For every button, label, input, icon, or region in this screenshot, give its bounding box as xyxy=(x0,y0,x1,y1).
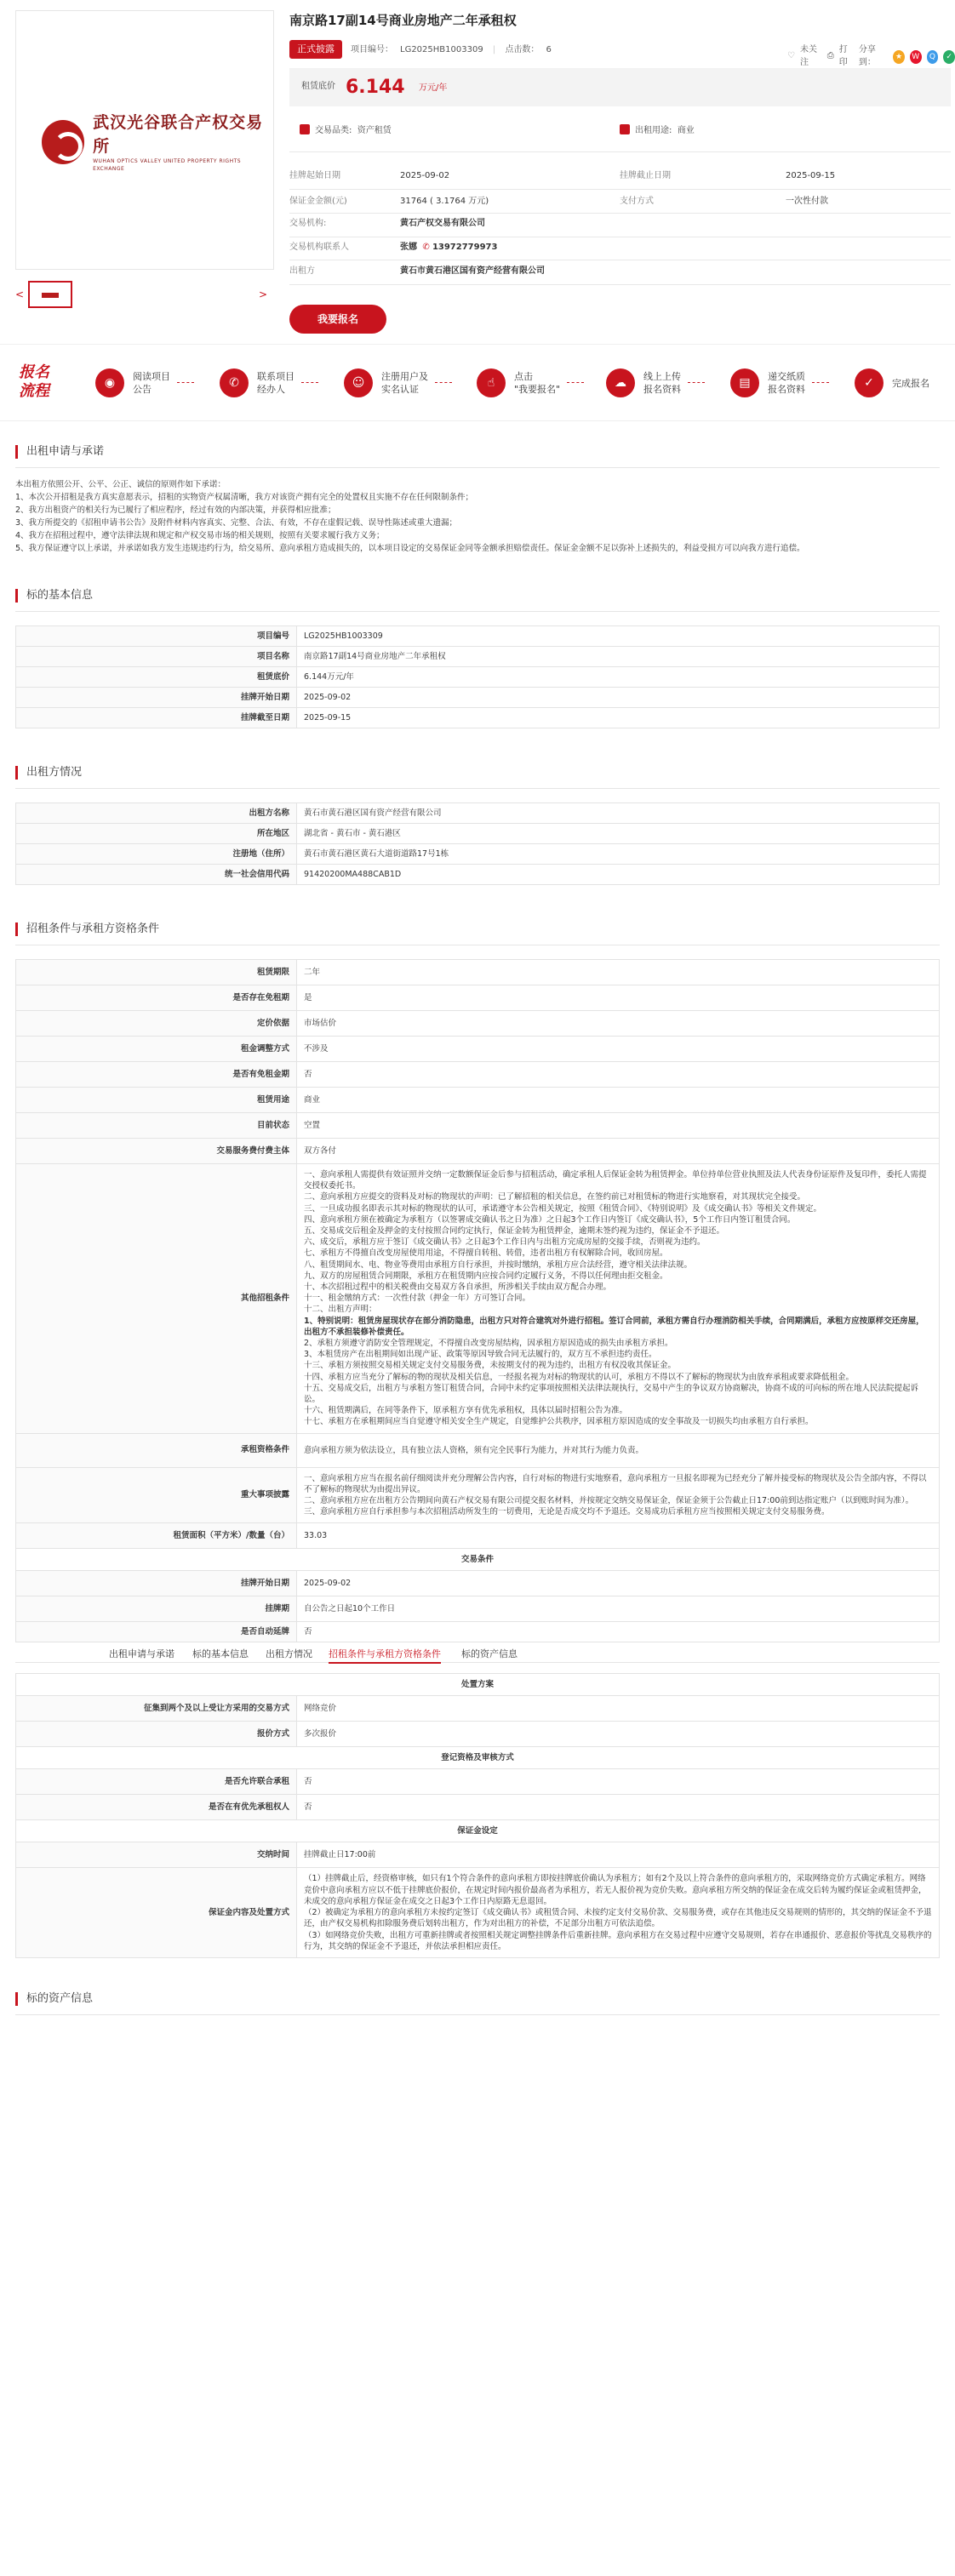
step-6-l2: 报名资料 xyxy=(768,384,805,395)
table-value: 33.03 xyxy=(297,1523,940,1549)
deposit-rule-line: （1）挂牌截止后，经资格审核，如只有1个符合条件的意向承租方即按挂牌底价确认为承租方；如有2个及以上符合条件的意向承租方的，采取网络竞价方式确定承租方。网络竞价中意向承租方应以不低于挂牌底价报价，在规定时间内报价最高者为承租方，若无人报价视为竞价失败。意向承租方所交纳的保证金在成交后转为履约保证金或租赁押金，未成交的意向承租方保证金在成交之日起3个工作日内原路无息退回。 xyxy=(304,1874,927,1906)
divider xyxy=(289,213,951,214)
deposit-value: 31764 ( 3.1764 万元) xyxy=(400,197,489,206)
condition-line: 2、承租方须遵守消防安全管理规定，不得擅自改变房屋结构，因承租方原因造成的损失由承租方承担。 xyxy=(304,1339,673,1349)
commitment-line: 4、我方在招租过程中，遵守法律法规和规定和产权交易市场的相关规则，按照有关要求履行我方义务； xyxy=(15,531,385,540)
basic-info-heading: 标的基本信息 xyxy=(15,589,940,603)
table-row xyxy=(16,667,940,688)
table-row xyxy=(16,1820,940,1842)
use-label: 出租用途: xyxy=(635,126,672,135)
prev-arrow-icon[interactable]: < xyxy=(15,288,25,300)
table-row xyxy=(16,1769,940,1795)
hand-click-icon: ☝ xyxy=(477,368,506,397)
price-bar xyxy=(289,68,951,106)
table-group-header: 交易条件 xyxy=(16,1549,940,1571)
table-row xyxy=(16,688,940,708)
flow-title-l2: 流程 xyxy=(19,382,49,400)
logo-cn: 武汉光谷联合产权交易所 xyxy=(93,113,264,156)
project-no: LG2025HB1003309 xyxy=(400,45,483,54)
notice-line: 三、意向承租方应自行承担参与本次招租活动所发生的一切费用，无论是否成交均不予退还。交易成功后承租方应当按照相关规定支付交易服务费。 xyxy=(304,1507,830,1517)
project-no-label: 项目编号： xyxy=(351,45,393,54)
agency-label: 交易机构: xyxy=(289,219,327,228)
tab-basic-info[interactable]: 标的基本信息 xyxy=(192,1648,249,1660)
table-row xyxy=(16,1011,940,1037)
next-arrow-icon[interactable]: > xyxy=(259,288,268,300)
table-key: 重大事项披露 xyxy=(16,1467,297,1523)
commitment-line: 5、我方保证遵守以上承诺，并承诺如我方发生违规违约行为，给交易所、意向承租方造成损失的，以本项目设定的交易保证金同等金额承担赔偿责任。保证金金额不足以弥补上述损失的，利益受损方可以向我方进行追偿。 xyxy=(15,544,805,553)
notice-line: 一、意向承租方应当在报名前仔细阅读并充分理解公告内容，自行对标的物进行实地察看，意向承租方一旦报名即视为已经充分了解并接受标的物现状及公告全部内容，不得以不了解标的物现状为由提出异议。 xyxy=(304,1473,927,1494)
divider xyxy=(15,788,940,789)
commitment-line: 本出租方依照公开、公平、公正、诚信的原则作如下承诺： xyxy=(15,480,226,489)
table-group-header: 保证金设定 xyxy=(16,1820,940,1842)
thumbnail[interactable] xyxy=(28,281,72,308)
table-row xyxy=(16,1139,940,1164)
listing-start-row xyxy=(289,170,449,183)
table-row xyxy=(16,1113,940,1139)
table-row xyxy=(16,626,940,647)
exchange-logo xyxy=(42,111,273,173)
conditions-heading: 招租条件与承租方资格条件 xyxy=(15,922,940,936)
flow-step-1 xyxy=(95,368,170,397)
signup-flow xyxy=(0,345,955,421)
share-qq-icon[interactable]: Q xyxy=(927,50,939,64)
commitment-line: 1、本次公开招租是我方真实意愿表示，招租的实物资产权属清晰，我方对该资产拥有完全的处置权且实施不存在任何限制条件； xyxy=(15,493,474,502)
table-group-header: 登记资格及审核方式 xyxy=(16,1747,940,1769)
step-3-l2: 实名认证 xyxy=(381,384,419,395)
table-key: 是否自动延牌 xyxy=(16,1622,297,1642)
table-row xyxy=(16,1795,940,1820)
table-key: 出租方名称 xyxy=(16,803,297,824)
use-value: 商业 xyxy=(677,126,695,135)
signup-button[interactable]: 我要报名 xyxy=(289,305,386,334)
flow-connector xyxy=(435,382,452,383)
condition-line: 七、承租方不得擅自改变房屋使用用途，不得擅自转租、转借，违者出租方有权解除合同，收回房屋。 xyxy=(304,1248,668,1259)
table-value: 双方各付 xyxy=(297,1139,940,1164)
payment-row xyxy=(620,196,828,208)
contact-label: 交易机构联系人 xyxy=(289,243,349,252)
table-value: 2025-09-02 xyxy=(297,688,940,708)
lessor-label: 出租方 xyxy=(289,266,315,276)
table-row xyxy=(16,1037,940,1062)
agency-value: 黄石产权交易有限公司 xyxy=(400,219,485,228)
payment-label: 支付方式 xyxy=(620,197,654,206)
views-count: 6 xyxy=(546,45,552,54)
flow-step-2 xyxy=(220,368,295,397)
table-row xyxy=(16,1722,940,1747)
flow-step-4 xyxy=(477,368,560,397)
table-key: 所在地区 xyxy=(16,824,297,844)
phone-icon: ✆ xyxy=(220,368,249,397)
table-value: 不涉及 xyxy=(297,1037,940,1062)
table-value: 2025-09-15 xyxy=(297,708,940,728)
other-conditions-text xyxy=(297,1164,940,1434)
table-value: 挂牌截止日17:00前 xyxy=(297,1842,940,1868)
thumbnail-logo-icon xyxy=(42,293,59,298)
table-row xyxy=(16,865,940,885)
commitment-section xyxy=(15,445,940,555)
flow-title xyxy=(19,363,49,401)
table-row xyxy=(16,647,940,667)
print-icon[interactable]: ⎙ xyxy=(826,51,834,61)
table-value: 6.144万元/年 xyxy=(297,667,940,688)
condition-line: 十七、承租方在承租期间应当自觉遵守相关安全生产规定，自觉维护公共秩序，因承租方原因造成的安全事故及一切损失均由承租方自行承担。 xyxy=(304,1417,814,1427)
table-row xyxy=(16,1747,940,1769)
tab-asset-info[interactable]: 标的资产信息 xyxy=(461,1648,518,1660)
share-wechat-icon[interactable]: ✓ xyxy=(943,50,955,64)
table-key: 保证金内容及处置方式 xyxy=(16,1868,297,1957)
table-value: 商业 xyxy=(297,1088,940,1113)
divider xyxy=(15,611,940,612)
table-row xyxy=(16,1596,940,1622)
conditions-section xyxy=(15,922,940,1642)
step-1-l1: 阅读项目 xyxy=(133,371,170,382)
payment-value: 一次性付款 xyxy=(786,197,828,206)
building-icon xyxy=(620,124,630,134)
page-title: 南京路17副14号商业房地产二年承租权 xyxy=(289,13,517,28)
table-value: 南京路17副14号商业房地产二年承租权 xyxy=(297,647,940,667)
phone-icon: ✆ xyxy=(422,243,430,252)
step-2-l1: 联系项目 xyxy=(257,371,295,382)
category-icon xyxy=(300,124,310,134)
table-row xyxy=(16,1549,940,1571)
commitment-heading: 出租申请与承诺 xyxy=(15,445,940,459)
table-key: 统一社会信用代码 xyxy=(16,865,297,885)
deposit-rules-text xyxy=(297,1868,940,1957)
deposit-label: 保证金金额(元) xyxy=(289,197,347,206)
price-value: 6.144 xyxy=(346,77,405,98)
table-value: 黄石市黄石港区国有资产经营有限公司 xyxy=(297,803,940,824)
step-7-l1: 完成报名 xyxy=(892,377,929,389)
lessor-table xyxy=(15,803,940,885)
print-link[interactable]: 打印 xyxy=(838,45,848,67)
table-row xyxy=(16,1088,940,1113)
table-key: 交易服务费付费主体 xyxy=(16,1139,297,1164)
flow-step-3 xyxy=(344,368,428,397)
table-row xyxy=(16,1622,940,1642)
condition-line: 3、本租赁房产在出租期间如出现产证、政策等原因导致合同无法履行的，双方互不承担违约责任。 xyxy=(304,1350,657,1360)
table-key: 报价方式 xyxy=(16,1722,297,1747)
table-key: 是否允许联合承租 xyxy=(16,1769,297,1795)
divider xyxy=(15,467,940,468)
table-value: LG2025HB1003309 xyxy=(297,626,940,647)
table-row xyxy=(16,985,940,1011)
divider xyxy=(289,284,951,285)
project-header xyxy=(0,0,955,345)
step-5-l1: 线上上传 xyxy=(643,371,681,382)
flow-connector xyxy=(301,382,318,383)
table-row xyxy=(16,1571,940,1596)
status-badge: 正式披露 xyxy=(289,40,342,59)
views-label: 点击数： xyxy=(505,45,540,54)
lessor-section xyxy=(15,766,940,885)
contact-phone[interactable]: 13972779973 xyxy=(432,243,498,252)
tab-commitment[interactable]: 出租申请与承诺 xyxy=(109,1648,174,1660)
table-value: 否 xyxy=(297,1622,940,1642)
table-key: 挂牌开始日期 xyxy=(16,688,297,708)
divider xyxy=(15,2014,940,2015)
deposit-rule-line: （2）被确定为承租方的意向承租方未按约定签订《成交确认书》或租赁合同、未按约定支付交易价款、交易服务费，或存在其他违反交易规则的情形的，其交纳的保证金不予退还，由产权交易机构扣除服务费后划转出租方，作为对出租方的补偿，不足部分出租方可依法追偿。 xyxy=(304,1908,932,1929)
table-key: 是否有免租金期 xyxy=(16,1062,297,1088)
table-key: 定价依据 xyxy=(16,1011,297,1037)
table-row xyxy=(16,1868,940,1957)
table-row xyxy=(16,1696,940,1722)
disposal-table xyxy=(15,1673,940,1957)
listing-end-label: 挂牌截止日期 xyxy=(620,171,671,180)
asset-type xyxy=(300,124,392,138)
table-value: 否 xyxy=(297,1769,940,1795)
tab-conditions[interactable]: 招租条件与承租方资格条件 xyxy=(329,1648,441,1664)
flow-connector xyxy=(688,382,705,383)
table-key: 挂牌开始日期 xyxy=(16,1571,297,1596)
flow-step-7 xyxy=(855,368,929,397)
table-row xyxy=(16,1842,940,1868)
table-key: 项目编号 xyxy=(16,626,297,647)
condition-line: 四、意向承租方须在被确定为承租方（以签署成交确认书之日为准）之日起3个工作日内签订《成交确认书》，5个工作日内签订租赁合同。 xyxy=(304,1214,796,1225)
table-row xyxy=(16,1433,940,1467)
table-value: 网络竞价 xyxy=(297,1696,940,1722)
basic-info-table xyxy=(15,625,940,728)
table-key: 目前状态 xyxy=(16,1113,297,1139)
lessor-row xyxy=(289,266,545,278)
asset-type-label: 交易品类: xyxy=(315,126,352,135)
agency-row xyxy=(289,218,485,231)
table-key: 是否在有优先承租权人 xyxy=(16,1795,297,1820)
flow-title-l1: 报名 xyxy=(19,363,49,381)
asset-info-heading: 标的资产信息 xyxy=(15,1992,940,2006)
table-key: 租赁用途 xyxy=(16,1088,297,1113)
flow-connector xyxy=(177,382,194,383)
table-value: 2025-09-02 xyxy=(297,1571,940,1596)
basic-info-section xyxy=(15,589,940,728)
share-bar xyxy=(787,44,955,69)
table-key: 租金调整方式 xyxy=(16,1037,297,1062)
asset-type-value: 资产租赁 xyxy=(357,126,392,135)
table-value: 多次报价 xyxy=(297,1722,940,1747)
table-row xyxy=(16,1674,940,1696)
table-key: 征集到两个及以上受让方采用的交易方式 xyxy=(16,1696,297,1722)
document-icon: ▤ xyxy=(730,368,759,397)
table-value: 黄石市黄石港区黄石大道街道路17号1栋 xyxy=(297,844,940,865)
share-weibo-icon[interactable]: W xyxy=(910,50,922,64)
contact-row xyxy=(289,242,497,254)
check-icon: ✓ xyxy=(855,368,884,397)
table-key: 是否存在免租期 xyxy=(16,985,297,1011)
logo-en: WUHAN OPTICS VALLEY UNITED PROPERTY RIGHTS EXCHANGE xyxy=(93,158,242,172)
divider xyxy=(289,151,951,152)
logo-mark-icon xyxy=(42,120,84,164)
lessor-value[interactable]: 黄石市黄石港区国有资产经营有限公司 xyxy=(400,266,545,276)
table-value: 空置 xyxy=(297,1113,940,1139)
table-group-header: 处置方案 xyxy=(16,1674,940,1696)
listing-start-label: 挂牌起始日期 xyxy=(289,171,340,180)
favorite-icon[interactable]: ♡ xyxy=(787,51,795,61)
rental-use xyxy=(620,124,695,138)
table-row xyxy=(16,708,940,728)
condition-line: 十一、租金缴纳方式：一次性付款（押金一年）方可签订合同。 xyxy=(304,1294,531,1304)
eye-icon: ◉ xyxy=(95,368,124,397)
table-value: 市场估价 xyxy=(297,1011,940,1037)
flow-connector xyxy=(567,382,584,383)
commitment-text xyxy=(15,478,940,555)
step-3-l1: 注册用户及 xyxy=(381,371,428,382)
table-key: 租赁底价 xyxy=(16,667,297,688)
table-key: 注册地（住所） xyxy=(16,844,297,865)
condition-line: 十、本次招租过程中的相关税费由交易双方各自承担，所涉相关手续由双方配合办理。 xyxy=(304,1282,612,1293)
condition-line: 八、租赁期间水、电、物业等费用由承租方自行承担，并按时缴纳，承租方应合法经营，遵守相关法律法规。 xyxy=(304,1259,693,1270)
condition-line: 一、意向承租人需提供有效证照并交纳一定数额保证金后参与招租活动，确定承租人后保证金转为租赁押金。单位持单位营业执照及法人代表身份证原件及复印件，委托人需提交授权委托书。 xyxy=(304,1170,927,1191)
step-4-l1: 点击 xyxy=(514,371,533,382)
step-1-l2: 公告 xyxy=(133,384,152,395)
condition-line: 十四、承租方应当充分了解标的物的现状及相关信息，一经报名视为对标的物现状的认可，承租方不得以不了解标的物现状为由放弃承租或要求降低租金。 xyxy=(304,1372,855,1382)
divider xyxy=(289,189,951,190)
contact-name: 张娜 xyxy=(400,243,417,252)
table-value: 意向承租方须为依法设立，具有独立法人资格，须有完全民事行为能力，并对其行为能力负责。 xyxy=(297,1433,940,1467)
image-gallery[interactable] xyxy=(15,10,274,270)
table-row xyxy=(16,1523,940,1549)
price-unit: 万元/年 xyxy=(419,83,448,93)
table-key: 其他招租条件 xyxy=(16,1164,297,1434)
table-key: 项目名称 xyxy=(16,647,297,667)
favorite-link[interactable]: 未关注 xyxy=(799,45,817,67)
section-tabs xyxy=(15,1646,940,1663)
table-row xyxy=(16,1164,940,1434)
flow-step-5 xyxy=(606,368,681,397)
table-row xyxy=(16,824,940,844)
conditions-table xyxy=(15,959,940,1642)
table-row xyxy=(16,960,940,985)
tab-lessor[interactable]: 出租方情况 xyxy=(266,1648,312,1660)
user-icon: ☺ xyxy=(344,368,373,397)
condition-line: 十三、承租方须按照交易相关规定支付交易服务费，未按期支付的视为违约，出租方有权没收其保证金。 xyxy=(304,1361,677,1371)
table-value: 否 xyxy=(297,1062,940,1088)
condition-line: 六、成交后，承租方应于签订《成交确认书》之日起3个工作日内与出租方完成房屋的交接手续，否则视为违约。 xyxy=(304,1237,706,1248)
table-value: 否 xyxy=(297,1795,940,1820)
condition-line: 五、交易成交后租金及押金的支付按照合同约定执行，保证金转为租赁押金，逾期未签约视为违约，保证金不予退还。 xyxy=(304,1226,725,1237)
table-value: 二年 xyxy=(297,960,940,985)
listing-start-value: 2025-09-02 xyxy=(400,171,450,180)
table-value: 91420200MA488CAB1D xyxy=(297,865,940,885)
deposit-rule-line: （3）如网络竞价失败，出租方可重新挂牌或者按照相关规定调整挂牌条件后重新挂牌。意向承租方在交易过程中应遵守交易规则，若存在串通报价、恶意报价等扰乱交易秩序的行为，其交纳的保证金不予退还，并依法承担相应责任。 xyxy=(304,1930,932,1951)
commitment-line: 2、我方出租资产的相关行为已履行了相应程序，经过有效的内部决策，并获得相应批准； xyxy=(15,505,336,515)
condition-line: 九、双方的房屋租赁合同期限，承租方在租赁期内应按合同约定履行义务，不得以任何理由拒交租金。 xyxy=(304,1271,668,1281)
condition-line: 十二、出租方声明： xyxy=(304,1305,377,1315)
table-key: 交纳时间 xyxy=(16,1842,297,1868)
lessor-heading: 出租方情况 xyxy=(15,766,940,780)
share-qzone-icon[interactable]: ★ xyxy=(893,50,905,64)
step-6-l1: 递交纸质 xyxy=(768,371,805,382)
condition-line: 十六、租赁期满后，在同等条件下，原承租方享有优先承租权，具体以届时招租公告为准。 xyxy=(304,1406,628,1416)
notice-text xyxy=(297,1467,940,1523)
condition-line-bold: 1、特别说明：租赁房屋现状存在部分消防隐患，出租方只对符合建筑对外进行招租。签订合同前，承租方需自行办理消防相关手续，合同期满后，承租方应按原样交还房屋，出租方不承担装修补偿责任。 xyxy=(304,1316,924,1337)
deposit-row xyxy=(289,196,489,208)
condition-line: 三、一旦成功报名即表示其对标的物现状的认可，承诺遵守本公告相关规定，按照《租赁合同》、《特别说明》及《成交确认书》等相关文件规定。 xyxy=(304,1203,822,1214)
notice-line: 二、意向承租方应在出租方公告期间向黄石产权交易有限公司提交报名材料，并按规定交纳交易保证金，保证金须于公告截止日17:00前到达指定账户（以到账时间为准）。 xyxy=(304,1496,914,1506)
table-value: 湖北省 - 黄石市 - 黄石港区 xyxy=(297,824,940,844)
asset-info-section xyxy=(15,1992,940,2069)
table-value: 自公告之日起10个工作日 xyxy=(297,1596,940,1622)
project-meta xyxy=(351,44,558,57)
step-2-l2: 经办人 xyxy=(257,384,285,395)
step-5-l2: 报名资料 xyxy=(643,384,681,395)
price-label: 租赁底价 xyxy=(301,82,335,91)
table-key: 承租资格条件 xyxy=(16,1433,297,1467)
table-row xyxy=(16,803,940,824)
table-row xyxy=(16,1467,940,1523)
disposal-section xyxy=(15,1673,940,1957)
step-4-l2: "我要报名" xyxy=(514,384,561,395)
flow-connector xyxy=(812,382,829,383)
thumbnail-strip xyxy=(15,281,274,308)
flow-step-6 xyxy=(730,368,805,397)
table-key: 租赁期限 xyxy=(16,960,297,985)
table-key: 挂牌期 xyxy=(16,1596,297,1622)
table-row xyxy=(16,1062,940,1088)
share-label: 分享到： xyxy=(858,45,876,67)
meta-divider: | xyxy=(492,45,496,54)
condition-line: 十五、交易成交后，出租方与承租方签订租赁合同，合同中未约定事项按照相关法律法规执行，交易中产生的争议双方协商解决，协商不成的可向标的所在地人民法院提起诉讼。 xyxy=(304,1383,919,1405)
listing-end-row xyxy=(620,170,835,183)
table-key: 挂牌截至日期 xyxy=(16,708,297,728)
cloud-upload-icon: ☁ xyxy=(606,368,635,397)
condition-line: 二、意向承租方应提交的资料及对标的物现状的声明：已了解招租的相关信息，在签约前已对租赁标的物进行实地察看，对其现状完全接受。 xyxy=(304,1192,806,1202)
listing-end-value: 2025-09-15 xyxy=(786,171,836,180)
table-value: 是 xyxy=(297,985,940,1011)
table-key: 租赁面积（平方米）/数量（台） xyxy=(16,1523,297,1549)
table-row xyxy=(16,844,940,865)
commitment-line: 3、我方所提交的《招租申请书公告》及附件材料内容真实、完整、合法、有效，不存在虚假记载、误导性陈述或重大遗漏； xyxy=(15,518,458,528)
